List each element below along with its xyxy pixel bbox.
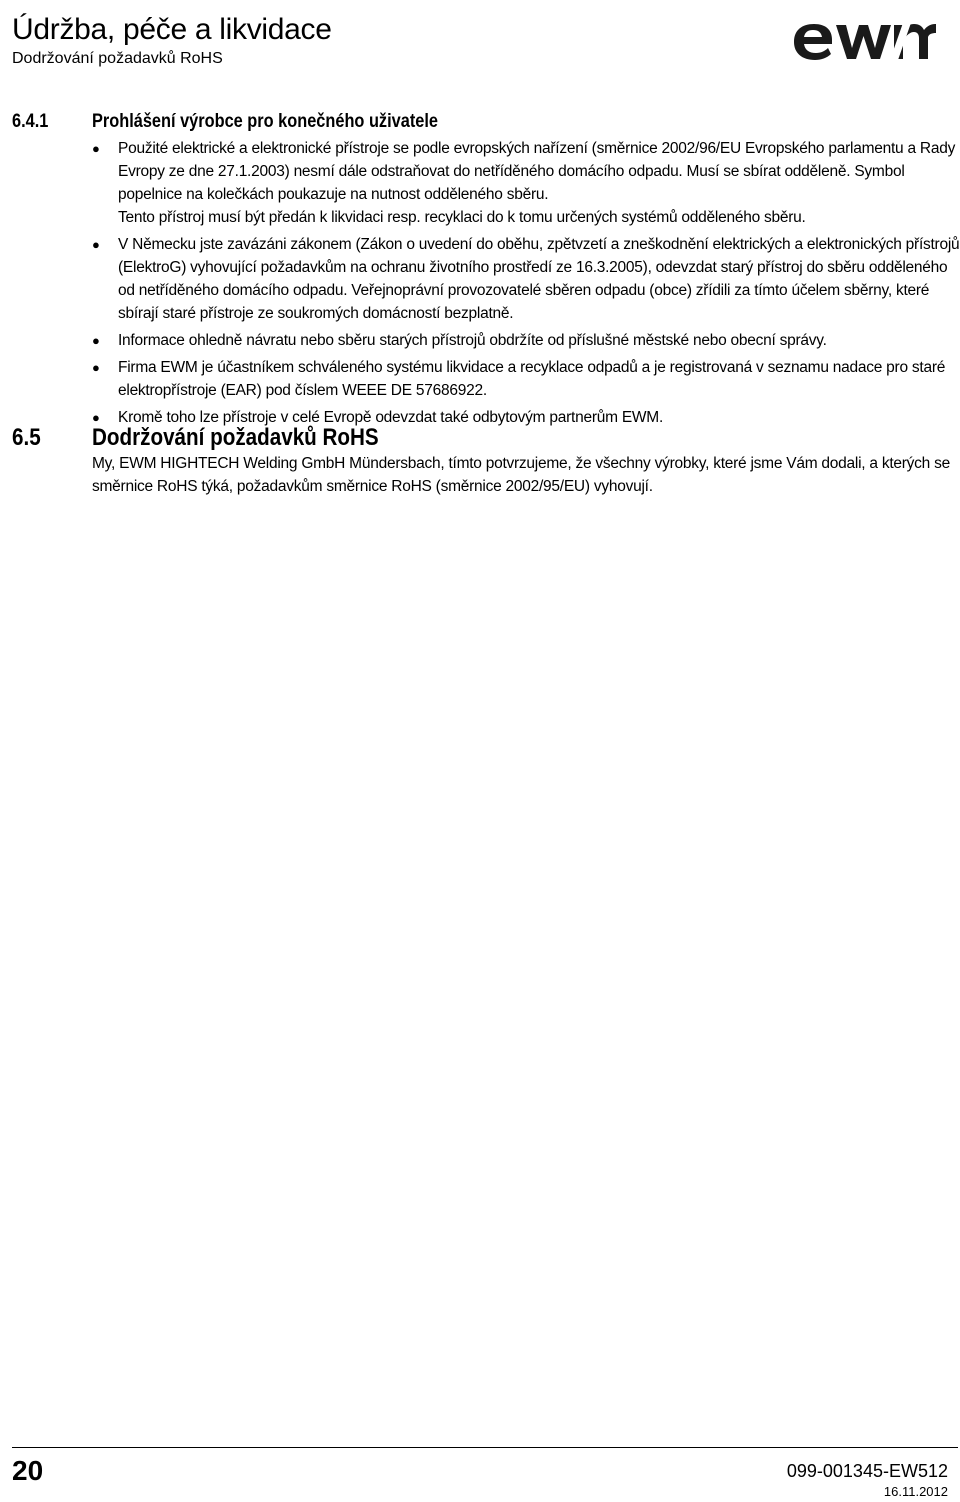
bullet-text: Informace ohledně návratu nebo sběru starých přístrojů obdržíte od příslušné městské nebo obecní správy. — [118, 332, 827, 349]
list-item — [92, 356, 960, 402]
section-number: 6.5 — [12, 424, 41, 451]
ewm-logo — [792, 18, 936, 62]
page-number: 20 — [12, 1455, 44, 1486]
section-title: Dodržování požadavků RoHS — [92, 424, 379, 451]
chapter-title: Údržba, péče a likvidace — [12, 13, 332, 46]
section-subtitle: Dodržování požadavků RoHS — [12, 50, 223, 67]
bullet-text: Kromě toho lze přístroje v celé Evropě odevzdat také odbytovým partnerům EWM. — [118, 409, 664, 426]
ewm-logo-mark — [792, 18, 936, 62]
bullet-icon: ● — [92, 237, 100, 252]
section-number: 6.4.1 — [12, 111, 49, 132]
bullet-text: V Německu jste zavázáni zákonem (Zákon o uvedení do oběhu, zpětvzetí a zneškodnění elektrických a elektronických přístrojů (ElektroG) vyhovující požadavkům na ochranu životního prostředí ze 16.3.2005), odevzdat starý přístroj do sběru odděleného od netříděného domácího odpadu. Veřejnoprávní provozovatelé sběren odpadu (obce) zřídili za tímto účelem sběrny, které sbírají staré přístroje ze soukromých domácností bezplatně. — [118, 236, 960, 322]
list-item — [92, 137, 960, 229]
rohs-statement: My, EWM HIGHTECH Welding GmbH Mündersbach, tímto potvrzujeme, že všechny výrobky, které jsme Vám dodali, a kterých se směrnice RoHS týká, požadavkům směrnice RoHS (směrnice 2002/95/EU) vyhovují. — [92, 455, 950, 495]
bullet-icon: ● — [92, 410, 100, 425]
bullet-icon: ● — [92, 333, 100, 348]
document-date: 16.11.2012 — [883, 1484, 948, 1499]
list-item — [92, 233, 960, 325]
bullet-icon: ● — [92, 360, 100, 375]
footer-divider — [12, 1447, 958, 1448]
disposal-bullet-list — [92, 137, 960, 433]
bullet-icon: ● — [92, 141, 100, 156]
section-title: Prohlášení výrobce pro konečného uživatele — [92, 111, 438, 132]
bullet-text: Použité elektrické a elektronické přístroje se podle evropských nařízení (směrnice 2002/96/EU Evropského parlamentu a Rady Evropy ze dne 27.1.2003) nesmí dále odstraňovat do netříděného domácího odpadu. Musí se sbírat odděleně. Symbol popelnice na kolečkách poukazuje na nutnost odděleného sběru. — [118, 140, 956, 203]
bullet-text: Firma EWM je účastníkem schváleného systému likvidace a recyklace odpadů a je registrovaná v seznamu nadace pro staré elektropřístroje (EAR) pod číslem WEEE DE 57686922. — [118, 359, 946, 399]
document-number: 099-001345-EW512 — [786, 1461, 948, 1481]
bullet-text: Tento přístroj musí být předán k likvidaci resp. recyklaci do k tomu určených systémů odděleného sběru. — [118, 209, 806, 226]
list-item — [92, 329, 960, 352]
